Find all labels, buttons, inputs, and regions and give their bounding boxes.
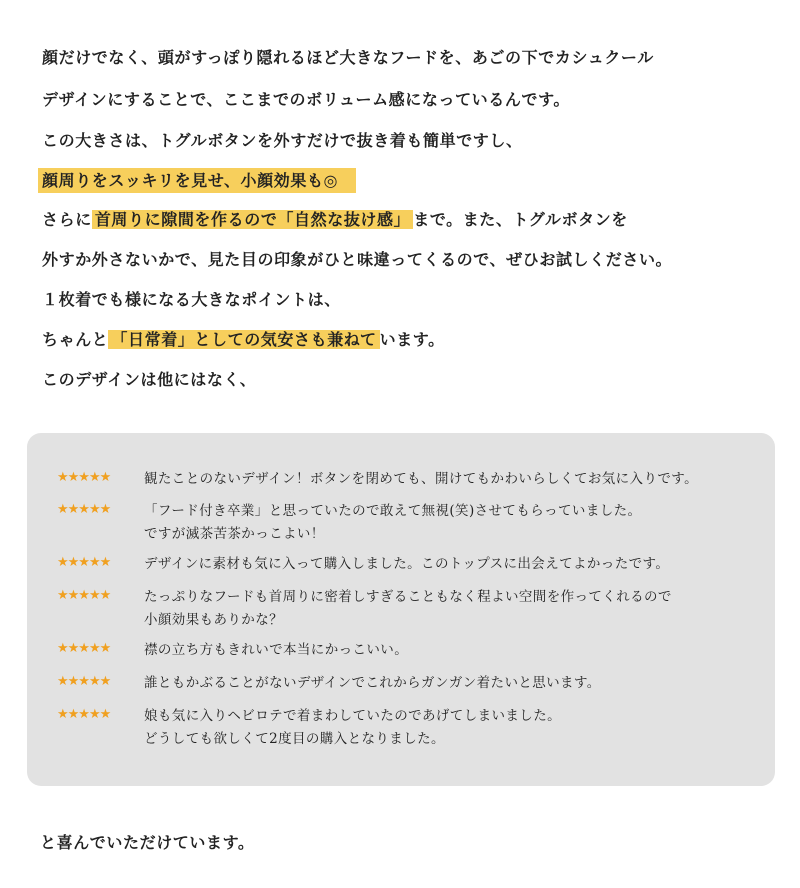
review-text (144, 500, 641, 546)
review-text (144, 586, 672, 632)
intro-line-8-post: います。 (379, 330, 445, 349)
star-rating: ★★★★★ (57, 707, 111, 722)
intro-line-8-pre: ちゃんと (42, 330, 109, 349)
star-rating: ★★★★★ (57, 674, 111, 689)
star-rating: ★★★★★ (57, 470, 111, 485)
intro-line-2: デザインにすることで、ここまでのボリューム感になっているんです。 (42, 90, 571, 109)
intro-line-5 (42, 209, 628, 231)
review-line: 誰ともかぶることがないデザインでこれからガンガン着たいと思います。 (144, 675, 601, 691)
star-rating: ★★★★★ (57, 588, 111, 603)
review-text (144, 705, 561, 751)
highlight-small-face: 顔周りをスッキリを見せ、小顔効果も◎ (38, 168, 356, 193)
review-line: 襟の立ち方もきれいで本当にかっこいい。 (144, 642, 409, 658)
intro-line-6: 外すか外さないかで、見た目の印象がひと味違ってくるので、ぜひお試しください。 (42, 250, 673, 269)
intro-line-5-post: まで。また、トグルボタンを (413, 210, 628, 229)
review-line: たっぷりなフードも首周りに密着しすぎることもなく程よい空間を作ってくれるので (144, 589, 672, 605)
intro-line-3: この大きさは、トグルボタンを外すだけで抜き着も簡単ですし、 (42, 131, 523, 150)
review-line: 「フード付き卒業」と思っていたので敢えて無視(笑)させてもらっていました。 (144, 503, 642, 519)
review-line: 小顔効果もありかな？ (144, 612, 283, 628)
review-text (144, 672, 601, 695)
intro-line-7: １枚着でも様になる大きなポイントは、 (42, 290, 341, 309)
star-rating: ★★★★★ (57, 555, 111, 570)
intro-line-8 (42, 329, 445, 351)
intro-line-4 (42, 170, 356, 192)
review-line: どうしても欲しくて2度目の購入となりました。 (144, 731, 445, 747)
star-rating: ★★★★★ (57, 641, 111, 656)
review-text (144, 553, 669, 576)
review-text (144, 639, 408, 662)
review-line: デザインに素材も気に入って購入しました。このトップスに出会えてよかったです。 (144, 556, 670, 572)
intro-line-1: 顔だけでなく、頭がすっぽり隠れるほど大きなフードを、あごの下でカシュクール (42, 48, 654, 67)
highlight-neck-space: 首周りに隙間を作るので「自然な抜け感」 (92, 210, 413, 229)
reviews-panel (27, 433, 775, 786)
intro-line-5-pre: さらに (42, 210, 92, 229)
closing-text: と喜んでいただけています。 (40, 833, 255, 852)
review-line: ですが滅茶苦茶かっこよい！ (144, 526, 325, 542)
highlight-everyday-wear: 「日常着」としての気安さも兼ねて (108, 330, 379, 349)
review-line: 娘も気に入りヘビロテで着まわしていたのであげてしまいました。 (144, 708, 561, 724)
review-line: 観たことのないデザイン！ボタンを閉めても、開けてもかわいらしくてお気に入りです。 (144, 471, 698, 487)
review-text (144, 468, 698, 491)
star-rating: ★★★★★ (57, 502, 111, 517)
intro-line-9: このデザインは他にはなく、 (42, 370, 257, 389)
